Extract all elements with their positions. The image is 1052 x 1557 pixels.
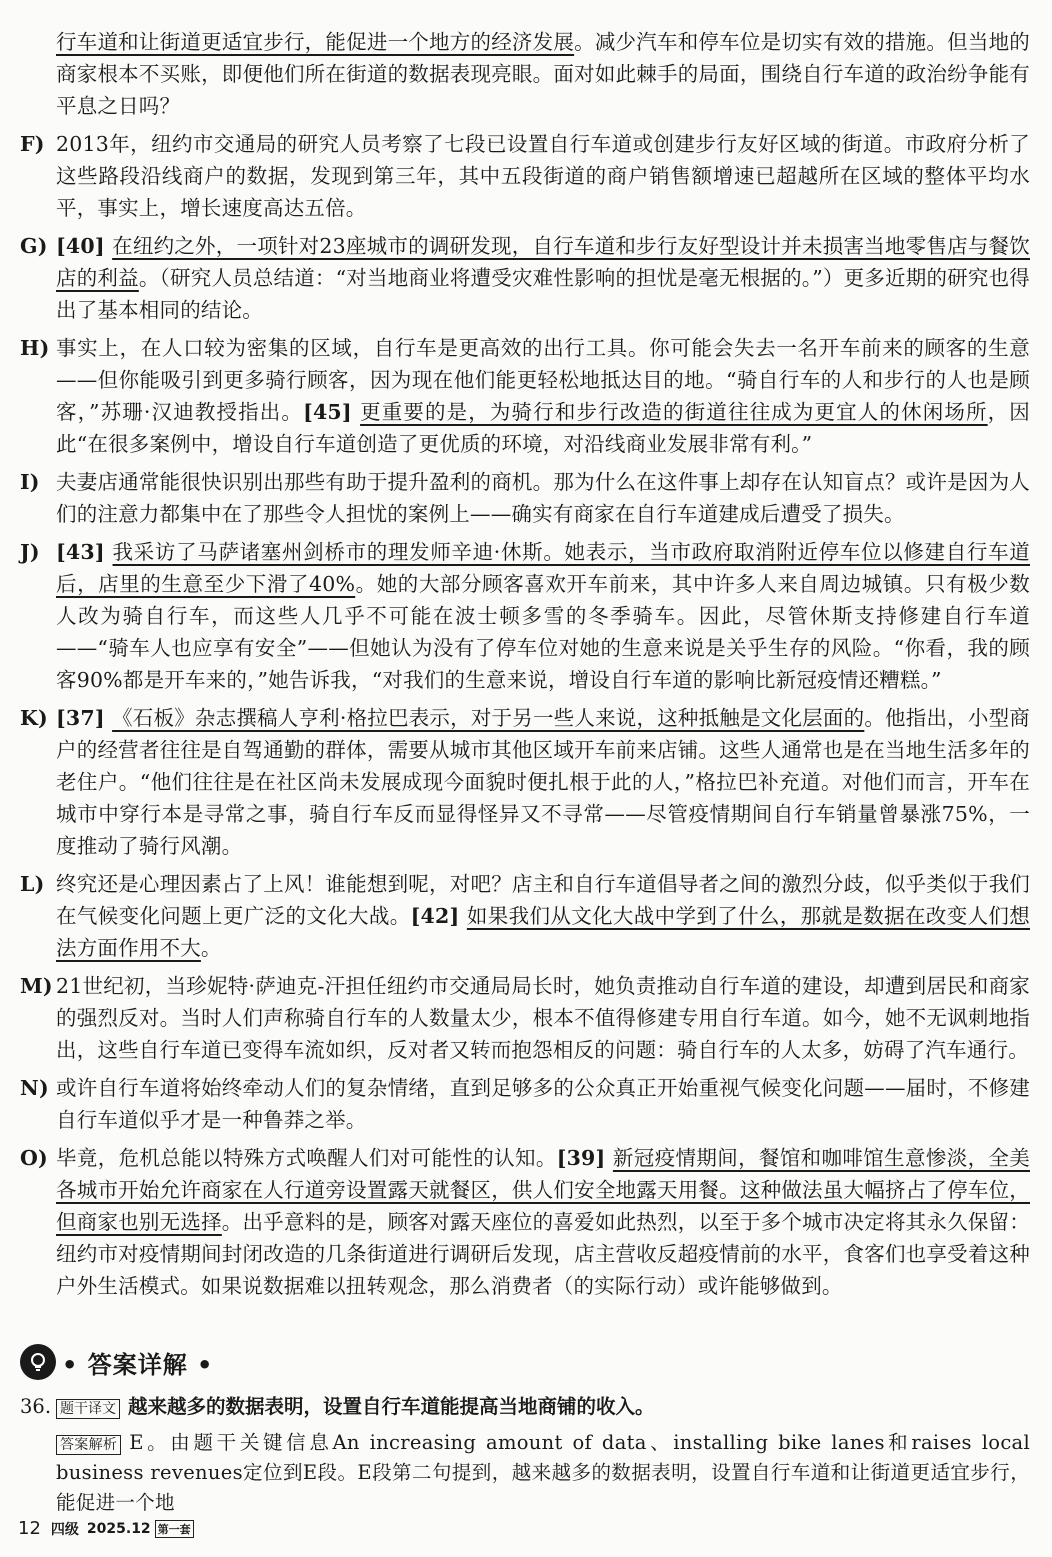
paragraph-e-continued (20, 26, 1030, 122)
paragraph-h: H) 事实上，在人口较为密集的区域，自行车是更高效的出行工具。你可能会失去一名开车前来的顾客的生意——但你能吸引到更多骑行顾客，因为现在他们能更轻松地抵达目的地。“骑自行车的人和步行的人也是顾客，”苏珊·汉迪教授指出。[45] 更重要的是，为骑行和步行改造的街道往往成为更宜人的休闲场所，因此“在很多案例中，增设自行车道创造了更优质的环境，对沿线商业发展非常有利。” (20, 336, 1030, 456)
question-tag: [43] (56, 540, 113, 564)
underlined-text: 新冠疫情期间，餐馆和咖啡馆生意惨淡，全美各城市开始允许商家在人行道旁设置露天就餐区，供人们安全地露天用餐。这种做法虽大幅挤占了停车位，但商家也别无选择 (56, 1146, 1030, 1234)
paragraph-text: 。她的大部分顾客喜欢开车前来，其中许多人来自周边城镇。只有极少数人改为骑自行车，而这些人几乎不可能在波士顿多雪的冬季骑车。因此，尽管休斯支持修建自行车道——“骑车人也应享有安全”——但她认为没有了停车位对她的生意来说是关乎生存的风险。“你看，我的顾客90%都是开车来的，”她告诉我，“对我们的生意来说，增设自行车道的影响比新冠疫情还糟糕。” (56, 572, 1030, 692)
paragraph-i: I) 夫妻店通常能很快识别出那些有助于提升盈利的商机。那为什么在这件事上却存在认知盲点？或许是因为人们的注意力都集中在了那些令人担忧的案例上——确实有商家在自行车道建成后遭受了损失。 (20, 470, 1030, 526)
question-translation: 越来越多的数据表明，设置自行车道能提高当地商铺的收入。 (128, 1395, 655, 1418)
passage-translation (20, 26, 1030, 1302)
paragraph-text: 。 (200, 936, 222, 960)
paragraph-text: 2013年，纽约市交通局的研究人员考察了七段已设置自行车道或创建步行友好区域的街道。市政府分析了这些路段沿线商户的数据，发现到第三年，其中五段街道的商户销售额增速已超越所在区域的整体平均水平，事实上，增长速度高达五倍。 (56, 132, 1030, 220)
underlined-text: 在纽约之外，一项针对23座城市的调研发现，自行车道和步行友好型设计并未损害当地零售店与餐饮店的利益 (56, 234, 1030, 290)
paragraph-text: 终究还是心理因素占了上风！谁能想到呢，对吧？店主和自行车道倡导者之间的激烈分歧，似乎类似于我们在气候变化问题上更广泛的文化大战。 (56, 872, 1030, 928)
question-tag: [45] (303, 400, 361, 424)
paragraph-text: 事实上，在人口较为密集的区域，自行车是更高效的出行工具。你可能会失去一名开车前来的顾客的生意——但你能吸引到更多骑行顾客，因为现在他们能更轻松地抵达目的地。“骑自行车的人和步行的人也是顾客，”苏珊·汉迪教授指出。 (56, 336, 1030, 424)
paragraph-m: M) 21世纪初，当珍妮特·萨迪克-汗担任纽约市交通局局长时，她负责推动自行车道的建设，却遭到居民和商家的强烈反对。当时人们声称骑自行车的人数量太少，根本不值得修建专用自行车道。如今，她不无讽刺地指出，这些自行车道已变得车流如织，反对者又转而抱怨相反的问题：骑自行车的人太多，妨碍了汽车通行。 (20, 974, 1030, 1062)
question-number: 36. (20, 1395, 52, 1418)
underlined-text: 行车道和让街道更适宜步行，能促进一个地方的经济发展 (56, 30, 575, 54)
translation-label: 题干译文 (56, 1399, 120, 1419)
paragraph-text: ，因此“在很多案例中，增设自行车道创造了更优质的环境，对沿线商业发展非常有利。” (56, 400, 1030, 456)
answer-analysis (20, 1428, 1030, 1518)
paragraph-f: F) 2013年，纽约市交通局的研究人员考察了七段已设置自行车道或创建步行友好区域的街道。市政府分析了这些路段沿线商户的数据，发现到第三年，其中五段街道的商户销售额增速已超越所在区域的整体平均水平，事实上，增长速度高达五倍。 (20, 132, 1030, 220)
question-tag: [39] (556, 1146, 613, 1170)
underlined-text: 《石板》杂志撰稿人亨利·格拉巴表示，对于另一些人来说，这种抵触是文化层面的 (112, 706, 865, 730)
underlined-text: 更重要的是，为骑行和步行改造的街道往往成为更宜人的休闲场所 (360, 400, 988, 424)
paragraph-n: N) 或许自行车道将始终牵动人们的复杂情绪，直到足够多的公众真正开始重视气候变化问题——届时，不修建自行车道似乎才是一种鲁莽之举。 (20, 1076, 1030, 1132)
page-number: 12 (18, 1518, 41, 1539)
paragraph-text: 。他指出，小型商户的经营者往往是自驾通勤的群体，需要从城市其他区域开车前来店铺。这些人通常也是在当地生活多年的老住户。“他们往往是在社区尚未发展成现今面貌时便扎根于此的人，”格拉巴补充道。对他们而言，开车在城市中穿行本是寻常之事，骑自行车反而显得怪异又不寻常——尽管疫情期间自行车销量曾暴涨75%，一度推动了骑行风潮。 (56, 706, 1030, 858)
paragraph-text: 21世纪初，当珍妮特·萨迪克-汗担任纽约市交通局局长时，她负责推动自行车道的建设，却遭到居民和商家的强烈反对。当时人们声称骑自行车的人数量太少，根本不值得修建专用自行车道。如今，她不无讽刺地指出，这些自行车道已变得车流如织，反对者又转而抱怨相反的问题：骑自行车的人太多，妨碍了汽车通行。 (56, 974, 1030, 1062)
paragraph-o: O) 毕竟，危机总能以特殊方式唤醒人们对可能性的认知。[39] 新冠疫情期间，餐馆和咖啡馆生意惨淡，全美各城市开始允许商家在人行道旁设置露天就餐区，供人们安全地露天用餐。这种做法虽大幅挤占了停车位，但商家也别无选择。出乎意料的是，顾客对露天座位的喜爱如此热烈，以至于多个城市决定将其永久保留：纽约市对疫情期间封闭改造的几条街道进行调研后发现，店主营收反超疫情前的水平，食客们也享受着这种户外生活模式。如果说数据难以扭转观念，那么消费者（的实际行动）或许能够做到。 (20, 1146, 1030, 1298)
underlined-text: 如果我们从文化大战中学到了什么，那就是数据在改变人们想法方面作用不大 (56, 904, 1030, 960)
question-tag: [42] (410, 904, 467, 928)
paragraph-text: 。减少汽车和停车位是切实有效的措施。但当地的商家根本不买账，即便他们所在街道的数据表现亮眼。面对如此棘手的局面，围绕自行车道的政治纷争能有平息之日吗？ (56, 30, 1030, 118)
answer-explanation-header (20, 1342, 213, 1382)
question-tag: [37] (56, 706, 113, 730)
paragraph-text: 夫妻店通常能很快识别出那些有助于提升盈利的商机。那为什么在这件事上却存在认知盲点？或许是因为人们的注意力都集中在了那些令人担忧的案例上——确实有商家在自行车道建成后遭受了损失。 (56, 470, 1030, 526)
lightbulb-icon (20, 1344, 56, 1380)
underlined-text: 我采访了马萨诸塞州剑桥市的理发师辛迪·休斯。她表示，当市政府取消附近停车位以修建自行车道后，店里的生意至少下滑了40% (56, 540, 1030, 596)
page-footer (18, 1518, 194, 1539)
exam-level: 四级 (50, 1521, 79, 1538)
analysis-text: E。由题干关键信息An increasing amount of data、installing bike lanes和raises local business revenues定位到E段。E段第二句提到，越来越多的数据表明，设置自行车道和让街道更适宜步行，能促进一个地 (56, 1431, 1030, 1514)
exam-set: 第一套 (155, 1520, 194, 1538)
paragraph-text: 或许自行车道将始终牵动人们的复杂情绪，直到足够多的公众真正开始重视气候变化问题——届时，不修建自行车道似乎才是一种鲁莽之举。 (56, 1076, 1030, 1132)
paragraph-l: L) 终究还是心理因素占了上风！谁能想到呢，对吧？店主和自行车道倡导者之间的激烈分歧，似乎类似于我们在气候变化问题上更广泛的文化大战。[42] 如果我们从文化大战中学到了什么，那就是数据在改变人们想法方面作用不大。 (20, 872, 1030, 960)
paragraph-text: 。（研究人员总结道：“对当地商业将遭受灾难性影响的担忧是毫无根据的。”）更多近期的研究也得出了基本相同的结论。 (56, 266, 1030, 322)
paragraph-text: 毕竟，危机总能以特殊方式唤醒人们对可能性的认知。 (56, 1146, 557, 1170)
question-36-explanation (20, 1392, 1030, 1518)
question-tag: [40] (56, 234, 113, 258)
paragraph-text: 。出乎意料的是，顾客对露天座位的喜爱如此热烈，以至于多个城市决定将其永久保留：纽约市对疫情期间封闭改造的几条街道进行调研后发现，店主营收反超疫情前的水平，食客们也享受着这种户外生活模式。如果说数据难以扭转观念，那么消费者（的实际行动）或许能够做到。 (56, 1210, 1030, 1298)
paragraph-j: J) [43] 我采访了马萨诸塞州剑桥市的理发师辛迪·休斯。她表示，当市政府取消附近停车位以修建自行车道后，店里的生意至少下滑了40%。她的大部分顾客喜欢开车前来，其中许多人来自周边城镇。只有极少数人改为骑自行车，而这些人几乎不可能在波士顿多雪的冬季骑车。因此，尽管休斯支持修建自行车道——“骑车人也应享有安全”——但她认为没有了停车位对她的生意来说是关乎生存的风险。“你看，我的顾客90%都是开车来的，”她告诉我，“对我们的生意来说，增设自行车道的影响比新冠疫情还糟糕。” (20, 540, 1030, 692)
exam-date: 2025.12 (86, 1520, 151, 1537)
analysis-label: 答案解析 (56, 1435, 121, 1455)
section-title: • 答案详解 • (62, 1350, 214, 1379)
paragraph-g: G) [40] 在纽约之外，一项针对23座城市的调研发现，自行车道和步行友好型设计并未损害当地零售店与餐饮店的利益。（研究人员总结道：“对当地商业将遭受灾难性影响的担忧是毫无根据的。”）更多近期的研究也得出了基本相同的结论。 (20, 234, 1030, 322)
paragraph-k: K) [37] 《石板》杂志撰稿人亨利·格拉巴表示，对于另一些人来说，这种抵触是文化层面的。他指出，小型商户的经营者往往是自驾通勤的群体，需要从城市其他区域开车前来店铺。这些人通常也是在当地生活多年的老住户。“他们往往是在社区尚未发展成现今面貌时便扎根于此的人，”格拉巴补充道。对他们而言，开车在城市中穿行本是寻常之事，骑自行车反而显得怪异又不寻常——尽管疫情期间自行车销量曾暴涨75%，一度推动了骑行风潮。 (20, 706, 1030, 858)
